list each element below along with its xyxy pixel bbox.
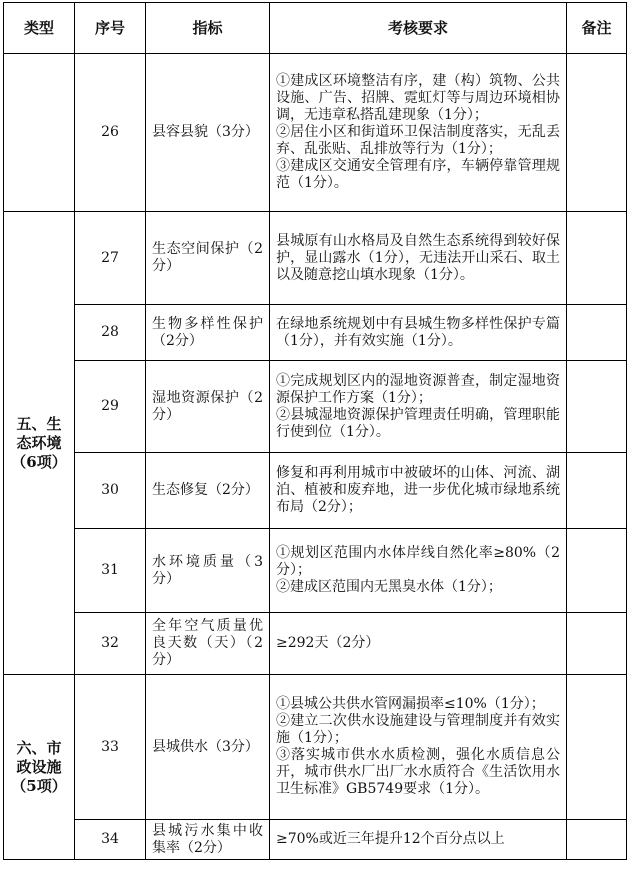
row-note bbox=[567, 613, 627, 675]
row-note bbox=[567, 305, 627, 361]
requirement-item: ③落实城市供水水质检测，强化水质信息公开，城市供水厂出厂水水质符合《生活饮用水卫生标准》GB5749要求（1分）。 bbox=[276, 747, 560, 797]
table-row bbox=[4, 820, 627, 860]
row-indicator: 生物多样性保护（2分） bbox=[146, 305, 270, 361]
row-indicator: 全年空气质量优良天数（天）（2分） bbox=[146, 613, 270, 675]
row-number: 27 bbox=[75, 212, 146, 305]
row-note bbox=[567, 675, 627, 820]
row-indicator: 生态修复（2分） bbox=[146, 453, 270, 529]
requirement-item: ①规划区范围内水体岸线自然化率≥80%（2分）； bbox=[276, 545, 560, 578]
table-row bbox=[4, 529, 627, 613]
table-row bbox=[4, 54, 627, 212]
row-number: 32 bbox=[75, 613, 146, 675]
row-requirement bbox=[270, 305, 567, 361]
row-requirement bbox=[270, 613, 567, 675]
table-row bbox=[4, 212, 627, 305]
requirement-item: ③建成区交通安全管理有序，车辆停靠管理规范（1分）。 bbox=[276, 158, 560, 191]
row-note bbox=[567, 820, 627, 860]
category-municipal: 六、市 政设施 （5项） bbox=[4, 675, 75, 860]
row-note bbox=[567, 54, 627, 212]
header-indicator: 指标 bbox=[146, 3, 270, 54]
row-indicator: 县城供水（3分） bbox=[146, 675, 270, 820]
row-indicator: 县容县貌（3分） bbox=[146, 54, 270, 212]
row-requirement bbox=[270, 54, 567, 212]
row-requirement bbox=[270, 820, 567, 860]
table-row bbox=[4, 453, 627, 529]
table-row bbox=[4, 305, 627, 361]
row-indicator: 生态空间保护（2分） bbox=[146, 212, 270, 305]
requirement-item: ①县城公共供水管网漏损率≤10%（1分）； bbox=[276, 696, 545, 712]
row-number: 31 bbox=[75, 529, 146, 613]
category-cell bbox=[4, 54, 75, 212]
requirement-item: 在绿地系统规划中有县城生物多样性保护专篇（1分），并有效实施（1分）。 bbox=[276, 315, 560, 349]
requirement-item: ②建成区范围内无黑臭水体（1分）； bbox=[276, 579, 502, 595]
row-indicator: 县城污水集中收集率（2分） bbox=[146, 820, 270, 860]
category-eco-environment: 五、生 态环境 （6项） bbox=[4, 212, 75, 675]
requirement-item: 修复和再利用城市中被破坏的山体、河流、湖泊、植被和废弃地，进一步优化城市绿地系统布局（2分）； bbox=[276, 465, 560, 515]
row-number: 33 bbox=[75, 675, 146, 820]
assessment-table bbox=[3, 2, 627, 860]
header-row bbox=[4, 3, 627, 54]
table-row bbox=[4, 613, 627, 675]
table-row bbox=[4, 675, 627, 820]
row-number: 30 bbox=[75, 453, 146, 529]
requirement-item: 县城原有山水格局及自然生态系统得到较好保护，显山露水（1分），无违法开山采石、取土以及随意挖山填水现象（1分）。 bbox=[276, 232, 560, 283]
header-note: 备注 bbox=[567, 3, 627, 54]
header-requirement: 考核要求 bbox=[270, 3, 567, 54]
row-requirement bbox=[270, 212, 567, 305]
requirement-item: ②建立二次供水设施建设与管理制度并有效实施（1分）； bbox=[276, 713, 560, 746]
requirement-item: ①完成规划区内的湿地资源普查，制定湿地资源保护工作方案（1分）； bbox=[276, 372, 560, 406]
requirement-item: ②县城湿地资源保护管理责任明确，管理职能行使到位（1分）。 bbox=[276, 406, 560, 440]
header-number: 序号 bbox=[75, 3, 146, 54]
row-requirement bbox=[270, 361, 567, 453]
row-note bbox=[567, 212, 627, 305]
row-indicator: 水环境质量（3分） bbox=[146, 529, 270, 613]
row-number: 34 bbox=[75, 820, 146, 860]
row-note bbox=[567, 453, 627, 529]
requirement-item: ≥292天（2分） bbox=[276, 635, 380, 651]
row-requirement bbox=[270, 453, 567, 529]
table-row bbox=[4, 361, 627, 453]
requirement-item: ≥70%或近三年提升12个百分点以上 bbox=[276, 831, 505, 847]
row-number: 29 bbox=[75, 361, 146, 453]
row-note bbox=[567, 361, 627, 453]
row-note bbox=[567, 529, 627, 613]
row-number: 28 bbox=[75, 305, 146, 361]
row-requirement bbox=[270, 529, 567, 613]
requirement-item: ②居住小区和街道环卫保洁制度落实，无乱丢弃、乱张贴、乱排放等行为（1分）； bbox=[276, 124, 560, 157]
row-indicator: 湿地资源保护（2分） bbox=[146, 361, 270, 453]
row-number: 26 bbox=[75, 54, 146, 212]
header-type: 类型 bbox=[4, 3, 75, 54]
row-requirement bbox=[270, 675, 567, 820]
requirement-item: ①建成区环境整洁有序，建（构）筑物、公共设施、广告、招牌、霓虹灯等与周边环境相协调，无违章私搭乱建现象（1分）； bbox=[276, 73, 560, 123]
